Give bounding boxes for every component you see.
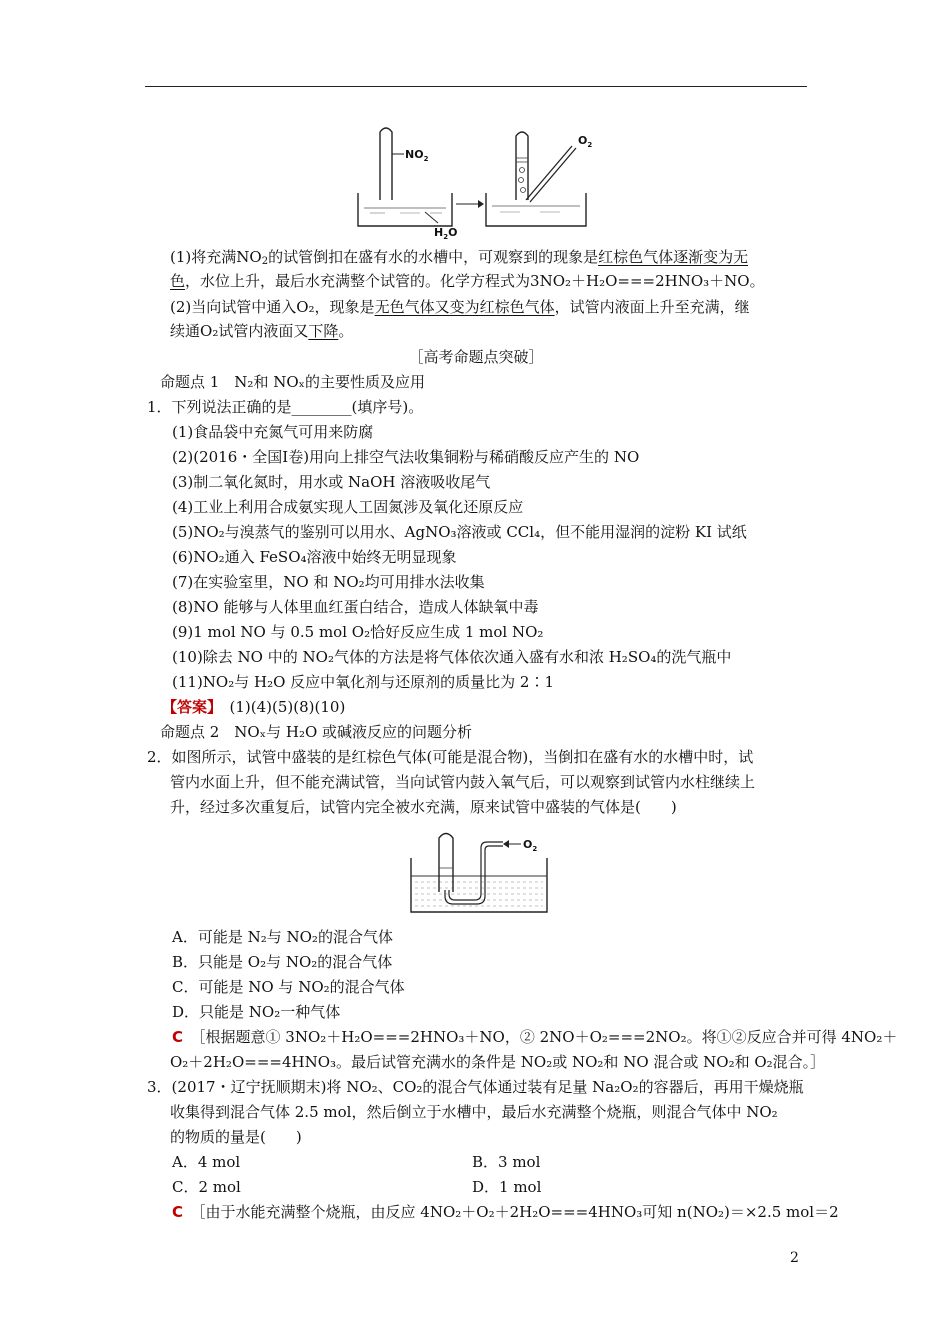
list-item: (5)NO₂与溴蒸气的鉴别可以用水、AgNO₃溶液或 CCl₄，但不能用湿润的淀粉 KI 试纸 — [172, 523, 747, 541]
svg-text:H2O: $H_2O$ — [434, 226, 458, 240]
q1-stem: 1．下列说法正确的是________(填序号)。 — [147, 398, 424, 416]
q2-stem-line-3: 升，经过多次重复后，试管内完全被水充满，原来试管中盛装的气体是( ) — [170, 798, 677, 816]
q3-option-a: A．4 mol — [172, 1153, 241, 1171]
q2-explanation-line-1: C ［根据题意① 3NO₂＋H₂O===2HNO₃＋NO，② 2NO＋O₂===2NO₂。将①②反应合并可得 4NO₂＋ — [172, 1028, 898, 1046]
answer-tag: 【答案】 — [162, 698, 215, 716]
list-item: (3)制二氧化氮时，用水或 NaOH 溶液吸收尾气 — [172, 473, 491, 491]
list-item: (1)食品袋中充氮气可用来防腐 — [172, 423, 374, 441]
underlined-answer: 红棕色气体逐渐变为无 — [598, 248, 749, 266]
q2-answer-letter: C — [172, 1028, 184, 1046]
header-rule — [145, 86, 807, 87]
q3-explanation: C ［由于水能充满整个烧瓶，由反应 4NO₂＋O₂＋2H₂O===4HNO₃可知 n(NO₂)＝×2.5 mol＝2 — [172, 1203, 839, 1221]
page-number: 2 — [790, 1250, 799, 1266]
list-item: (2)(2016・全国Ⅰ卷)用向上排空气法收集铜粉与稀硝酸反应产生的 NO — [172, 448, 640, 466]
para-2-line-2: 续通O₂试管内液面又下降。 — [170, 322, 354, 340]
q2-stem-line-2: 管内水面上升，但不能充满试管，当向试管内鼓入氧气后，可以观察到试管内水柱继续上 — [170, 773, 756, 791]
figure-no2-tube-apparatus — [350, 118, 610, 240]
section-heading: ［高考命题点突破］ — [408, 348, 544, 366]
q3-option-b: B．3 mol — [472, 1153, 541, 1171]
q3-stem-line-3: 的物质的量是( ) — [170, 1128, 302, 1146]
fig1-no2-label: NO — [405, 148, 424, 161]
topic-2-heading: 命题点 2 NOₓ与 H₂O 或碱液反应的问题分析 — [160, 723, 473, 741]
list-item: (11)NO₂与 H₂O 反应中氧化剂与还原剂的质量比为 2∶1 — [172, 673, 555, 691]
figure-o2-bubbling-apparatus — [405, 826, 555, 918]
list-item: (6)NO₂通入 FeSO₄溶液中始终无明显现象 — [172, 548, 457, 566]
topic-1-heading: 命题点 1 N₂和 NOₓ的主要性质及应用 — [160, 373, 425, 391]
q3-stem-line-1: 3．(2017・辽宁抚顺期末)将 NO₂、CO₂的混合气体通过装有足量 Na₂O₂的容器后，再用干燥烧瓶 — [147, 1078, 804, 1096]
list-item: (10)除去 NO 中的 NO₂气体的方法是将气体依次通入盛有水和浓 H₂SO₄的洗气瓶中 — [172, 648, 732, 666]
q2-option-d: D．只能是 NO₂一种气体 — [172, 1003, 341, 1021]
list-item: (8)NO 能够与人体里血红蛋白结合，造成人体缺氧中毒 — [172, 598, 539, 616]
q2-option-c: C．可能是 NO 与 NO₂的混合气体 — [172, 978, 405, 996]
q2-stem-line-1: 2．如图所示，试管中盛装的是红棕色气体(可能是混合物)，当倒扣在盛有水的水槽中时，试 — [147, 748, 754, 766]
q2-option-a: A．可能是 N₂与 NO₂的混合气体 — [172, 928, 393, 946]
para-2-line-1: (2)当向试管中通入O₂，现象是无色气体又变为红棕色气体，试管内液面上升至充满，继 — [170, 298, 750, 316]
q2-explanation-line-2: O₂＋2H₂O===4HNO₃。最后试管充满水的条件是 NO₂或 NO₂和 NO 混合或 NO₂和 O₂混合。］ — [170, 1053, 826, 1071]
svg-text:O2: $O_2$ — [578, 134, 593, 149]
list-item: (4)工业上利用合成氨实现人工固氮涉及氧化还原反应 — [172, 498, 524, 516]
q3-answer-letter: C — [172, 1203, 184, 1221]
q3-option-d: D．1 mol — [472, 1178, 542, 1196]
q2-option-b: B．只能是 O₂与 NO₂的混合气体 — [172, 953, 393, 971]
q1-answer: 【答案】 (1)(4)(5)(8)(10) — [162, 698, 346, 716]
svg-text:O2: $O_2$ — [523, 838, 538, 853]
q3-stem-line-2: 收集得到混合气体 2.5 mol，然后倒立于水槽中，最后水充满整个烧瓶，则混合气体中 NO₂ — [170, 1103, 778, 1121]
para-1-line-2: 色，水位上升，最后水充满整个试管的。化学方程式为3NO₂＋H₂O===2HNO₃＋NO。 — [170, 272, 765, 290]
svg-text:NO2: $NO_2$ — [405, 148, 429, 163]
q3-option-c: C．2 mol — [172, 1178, 241, 1196]
para-1-line-1: (1)将充满$NO_2$的试管倒扣在盛有水的水槽中，可观察到的现象是红棕色气体逐渐变为无 — [170, 248, 749, 267]
list-item: (9)1 mol NO 与 0.5 mol O₂恰好反应生成 1 mol NO₂ — [172, 623, 544, 641]
list-item: (7)在实验室里，NO 和 NO₂均可用排水法收集 — [172, 573, 485, 591]
